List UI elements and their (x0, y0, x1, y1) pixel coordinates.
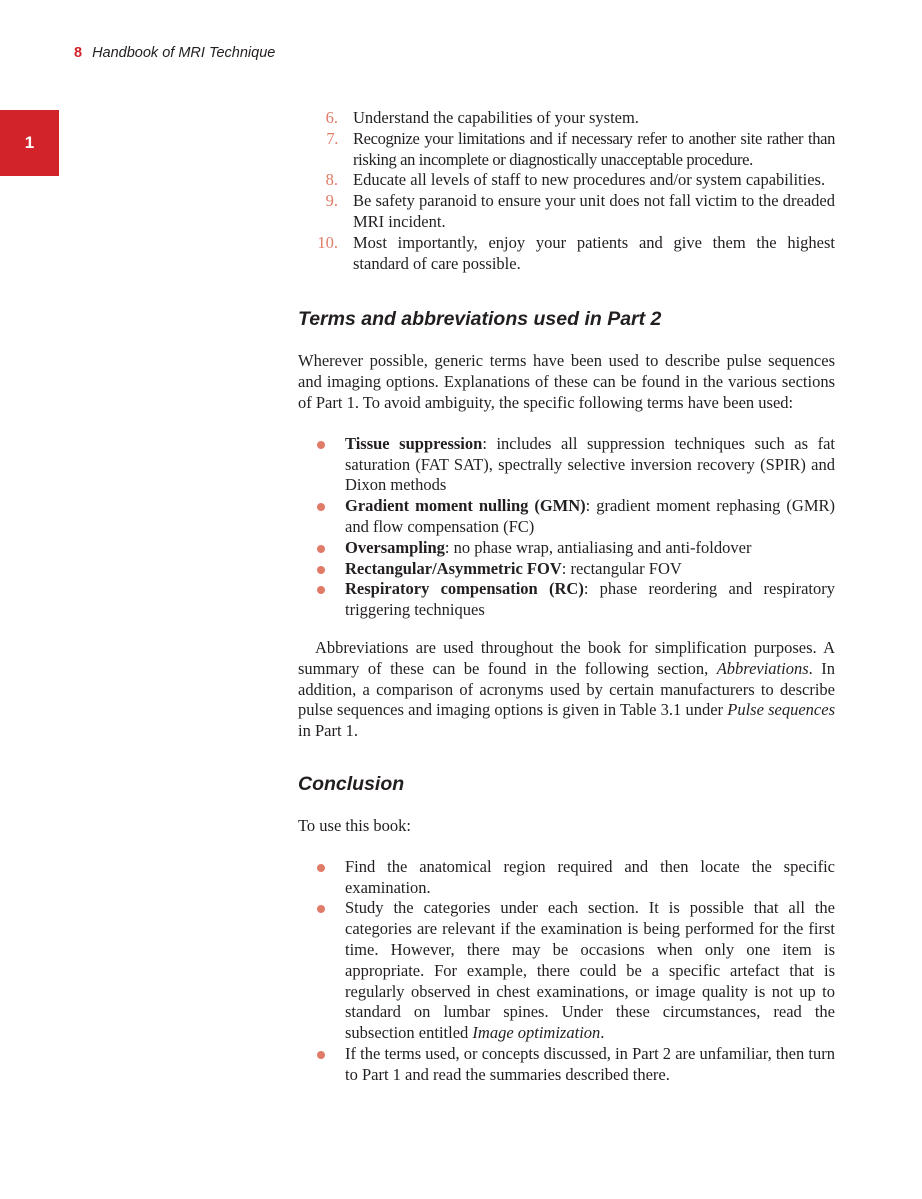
bullet-text: Study the categories under each section. It is possible that all the categories are relevant if the examination is being performed for the first time. However, there may be occasions when only one item is appropriate. For example, there could be a specific artefact that is regularly observed in chest examinations, or image quality is not up to standard on lumbar spines. Under these circumstances, read the subsection entitled (345, 898, 835, 1043)
italic-reference: Abbreviations (716, 658, 809, 678)
term-description: : includes all suppression techniques such as fat saturation (FAT SAT), spectrally selective inversion recovery (SPIR) and Dixon methods (345, 433, 835, 495)
terms-intro: Wherever possible, generic terms have been used to describe pulse sequences and imaging options. Explanations of these can be found in the various sections of Part 1. To avoid ambiguity, the specific following terms have been used: (298, 351, 835, 412)
item-text: Understand the capabilities of your system. (353, 108, 639, 127)
list-item (298, 496, 835, 538)
text-run: . In addition, a comparison of acronyms used by certain manufacturers to describe pulse sequences and imaging options is given in Table 3.1 under (298, 658, 835, 720)
term-name: Respiratory compensation (RC) (345, 579, 584, 599)
italic-reference: Pulse sequences (727, 700, 835, 720)
list-item (298, 857, 835, 899)
bullet-icon (317, 864, 325, 872)
term-name: Oversampling (345, 537, 445, 557)
list-item (298, 1044, 835, 1086)
bullet-icon (317, 1051, 325, 1059)
list-item (298, 170, 835, 191)
bullet-icon (317, 566, 325, 574)
item-number: 9. (325, 191, 338, 211)
bullet-icon (317, 545, 325, 553)
item-number: 10. (317, 232, 338, 252)
list-item (298, 579, 835, 621)
italic-reference: Image optimization (472, 1023, 601, 1043)
item-text: Recognize your limitations and if necessary refer to another site rather than risking an incomplete or diagnostically unacceptable procedure. (353, 128, 835, 169)
conclusion-bullet-list (298, 857, 835, 1086)
bullet-icon (317, 441, 325, 449)
term-name: Tissue suppression (345, 433, 483, 453)
bullet-icon (317, 905, 325, 913)
term-description: : rectangular FOV (561, 558, 682, 578)
list-item (298, 538, 835, 559)
bullet-icon (317, 503, 325, 511)
item-number: 6. (325, 108, 338, 127)
list-item (298, 191, 835, 233)
numbered-list (298, 108, 835, 274)
list-item (298, 898, 835, 1044)
page-body (298, 108, 835, 1085)
list-item (298, 559, 835, 580)
section-heading-terms: Terms and abbreviations used in Part 2 (298, 308, 662, 331)
bullet-text: If the terms used, or concepts discussed, in Part 2 are unfamiliar, then turn to Part 1 and read the summaries described there. (345, 1043, 835, 1084)
term-name: Gradient moment nulling (GMN) (345, 496, 586, 516)
running-header (74, 45, 275, 61)
list-item (298, 434, 835, 496)
item-text: Educate all levels of staff to new procedures and/or system capabilities. (353, 170, 826, 190)
item-text: Most importantly, enjoy your patients and give them the highest standard of care possible. (353, 232, 835, 273)
bullet-text: . (600, 1023, 605, 1043)
terms-bullet-list (298, 434, 835, 621)
page-number: 8 (74, 45, 83, 61)
conclusion-intro: To use this book: (298, 815, 411, 835)
bullet-icon (317, 586, 325, 594)
chapter-tab: 1 (0, 110, 59, 176)
term-name: Rectangular/Asymmetric FOV (345, 558, 562, 578)
book-title: Handbook of MRI Technique (92, 45, 276, 61)
bullet-text: Find the anatomical region required and then locate the specific examination. (345, 856, 835, 897)
term-description: : no phase wrap, antialiasing and anti-foldover (444, 537, 752, 557)
text-run: in Part 1. (298, 721, 359, 741)
section-heading-conclusion: Conclusion (298, 772, 405, 795)
list-item (298, 233, 835, 275)
item-number: 8. (325, 170, 338, 190)
term-description: : phase reordering and respiratory triggering techniques (345, 579, 835, 620)
list-item (298, 108, 835, 129)
abbreviations-paragraph (298, 638, 835, 742)
item-number: 7. (326, 128, 338, 148)
term-description: : gradient moment rephasing (GMR) and flow compensation (FC) (345, 496, 835, 536)
item-text: Be safety paranoid to ensure your unit does not fall victim to the dreaded MRI incident. (353, 191, 835, 231)
text-run: Abbreviations are used throughout the book for simplification purposes. A summary of these can be found in the following section, (298, 637, 835, 678)
list-item (298, 129, 835, 171)
